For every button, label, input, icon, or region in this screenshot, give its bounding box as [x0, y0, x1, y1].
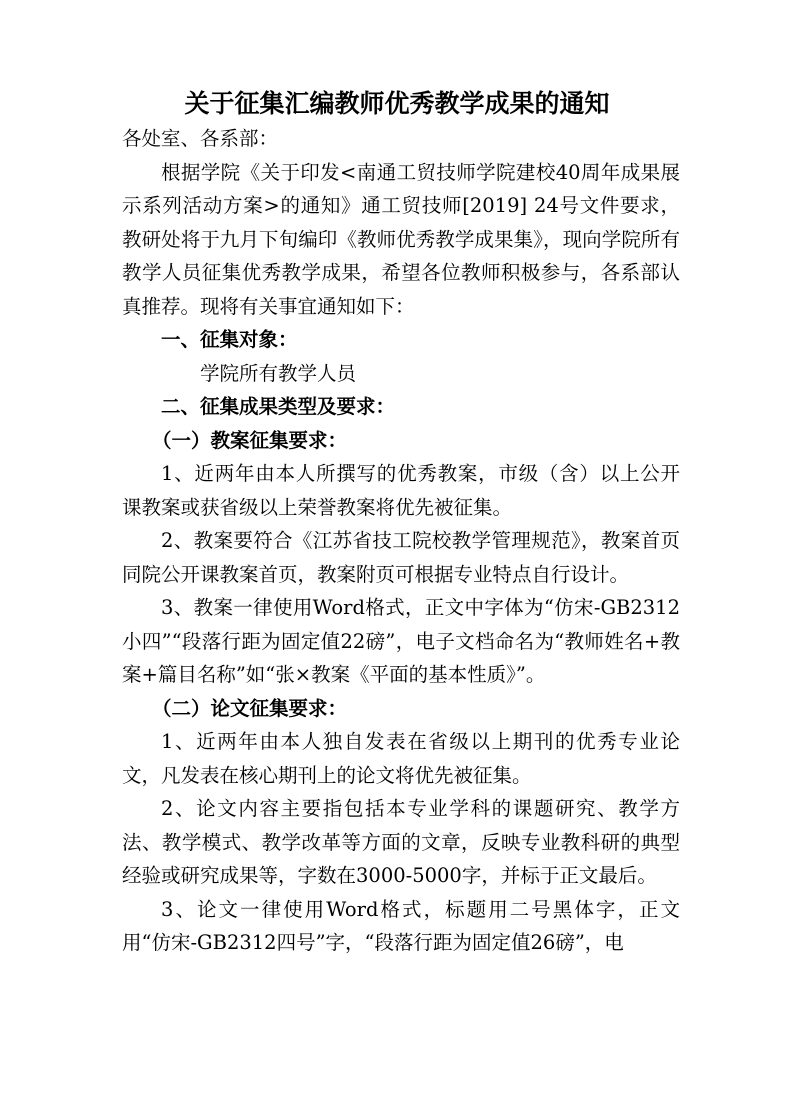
sub2-item1: 1、近两年由本人独自发表在省级以上期刊的优秀专业论文，凡发表在核心期刊上的论文将优先被征集。: [122, 730, 680, 787]
section1-text: 学院所有教学人员: [200, 361, 357, 385]
section2-heading: 二、征集成果类型及要求：: [161, 395, 396, 418]
sub1-item3: 3、教案一律使用Word格式，正文中字体为“仿宋-GB2312小四”“段落行距为固定值22磅”，电子文档命名为“教师姓名+教案+篇目名称”如“张×教案《平面的基本性质》”。: [122, 596, 680, 686]
salutation: 各处室、各系部：: [122, 127, 279, 150]
section1-heading: 一、征集对象：: [161, 328, 298, 351]
sub2-heading: （二）论文征集要求：: [152, 696, 348, 720]
intro-paragraph: 根据学院《关于印发<南通工贸技师学院建校40周年成果展示系列活动方案>的通知》通工贸技师[2019] 24号文件要求，教研处将于九月下旬编印《教师优秀教学成果集》，现向学院所有教学人员征集优秀教学成果，希望各位教师积极参与，各系部认真推荐。现将有关事宜通知如下：: [122, 160, 680, 318]
sub1-item2: 2、教案要符合《江苏省技工院校教学管理规范》，教案首页同院公开课教案首页，教案附页可根据专业特点自行设计。: [122, 529, 680, 586]
sub2-item3: 3、论文一律使用Word格式，标题用二号黑体字，正文用“仿宋-GB2312四号”字，“段落行距为固定值26磅”，电: [122, 897, 680, 954]
document-title: 关于征集汇编教师优秀教学成果的通知: [184, 89, 610, 118]
sub1-item1: 1、近两年由本人所撰写的优秀教案，市级（含）以上公开课教案或获省级以上荣誉教案将优先被征集。: [122, 462, 680, 519]
sub1-heading: （一）教案征集要求：: [152, 428, 348, 452]
sub2-item2: 2、论文内容主要指包括本专业学科的课题研究、教学方法、教学模式、教学改革等方面的文章，反映专业教科研的典型经验或研究成果等，字数在3000-5000字，并标于正文最后。: [122, 797, 680, 887]
document-body: [122, 122, 680, 960]
